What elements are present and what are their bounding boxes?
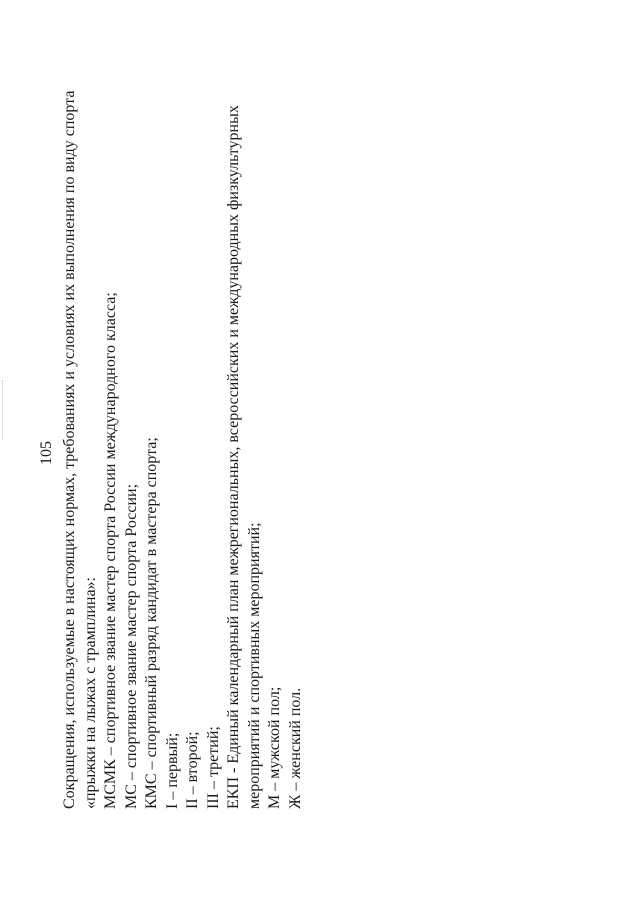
abbreviation-third: III – третий; xyxy=(204,726,222,809)
abbreviation-female: Ж – женский пол. xyxy=(286,687,304,809)
abbreviation-ekp: ЕКП - Единый календарный план межрегиональных, всероссийских и международных физкультурных мероприятий и спортивных мероприятий; xyxy=(225,105,263,809)
page-number: 105 xyxy=(38,441,55,465)
abbreviation-ms: МС – спортивное звание мастер спорта России; xyxy=(122,483,140,809)
abbreviation-male: М – мужской пол; xyxy=(266,686,283,809)
intro-paragraph: Сокращения, используемые в настоящих нормах, требованиях и условиях их выполнения по виду спорта «прыжки на лыжах с трамплина»: xyxy=(61,90,99,809)
abbreviation-kms: КМС – спортивный разряд кандидат в мастера спорта; xyxy=(143,437,160,809)
abbreviation-msmk: МСМК – спортивное звание мастер спорта России международного класса; xyxy=(102,292,119,809)
abbreviations-section xyxy=(60,49,306,809)
abbreviation-first: I – первый; xyxy=(163,732,181,809)
abbreviation-second: II – второй; xyxy=(184,731,201,809)
